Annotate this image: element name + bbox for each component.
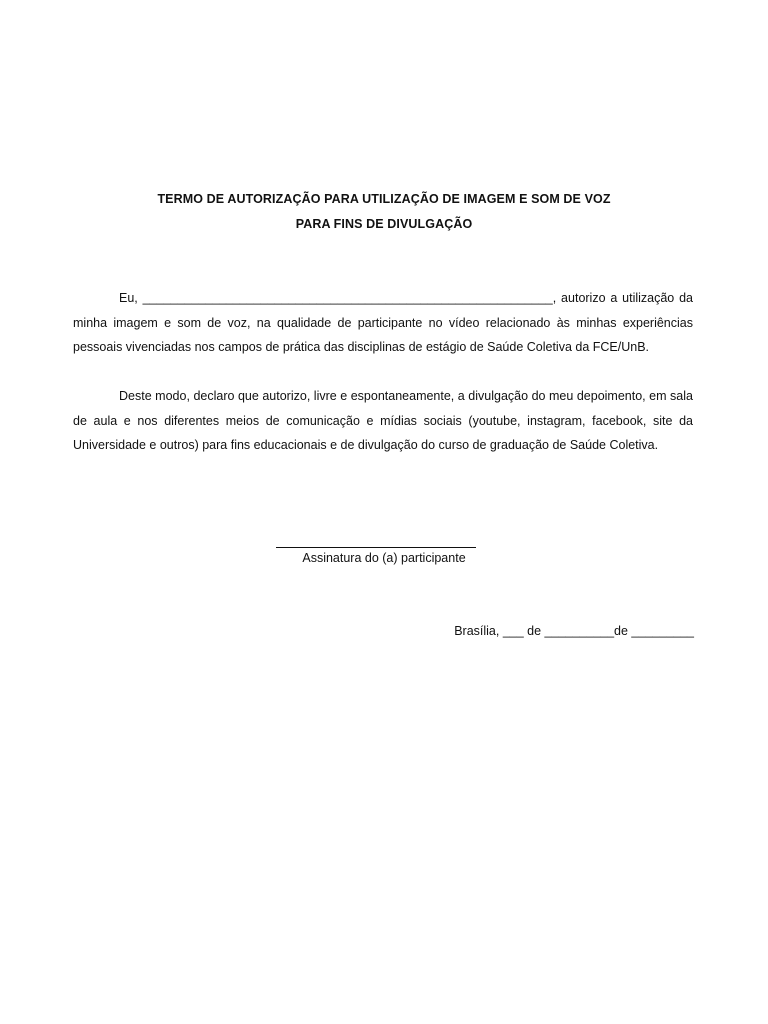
document-title-line-2: PARA FINS DE DIVULGAÇÃO (295, 217, 473, 231)
declaration-paragraph: Deste modo, declaro que autorizo, livre e espontaneamente, a divulgação do meu depoimento, em sala de aula e nos diferentes meios de comunicação e mídias sociais (youtube, instagram, facebook, site da Universidade e outros) para fins educacionais e de divulgação do curso de graduação de Saúde Coletiva. (73, 389, 693, 452)
signature-label: Assinatura do (a) participante (302, 551, 466, 565)
document-title-line-1: TERMO DE AUTORIZAÇÃO PARA UTILIZAÇÃO DE IMAGEM E SOM DE VOZ (157, 192, 611, 206)
authorization-paragraph: Eu, ___________________________________________________________, autorizo a utilização da minha imagem e som de voz, na qualidade de participante no vídeo relacionado às minhas experiências pessoais vivenciadas nos campos de prática das disciplinas de estágio de Saúde Coletiva da FCE/UnB. (73, 291, 693, 354)
signature-line (276, 537, 476, 548)
date-line: Brasília, ___ de __________de _________ (454, 624, 694, 638)
